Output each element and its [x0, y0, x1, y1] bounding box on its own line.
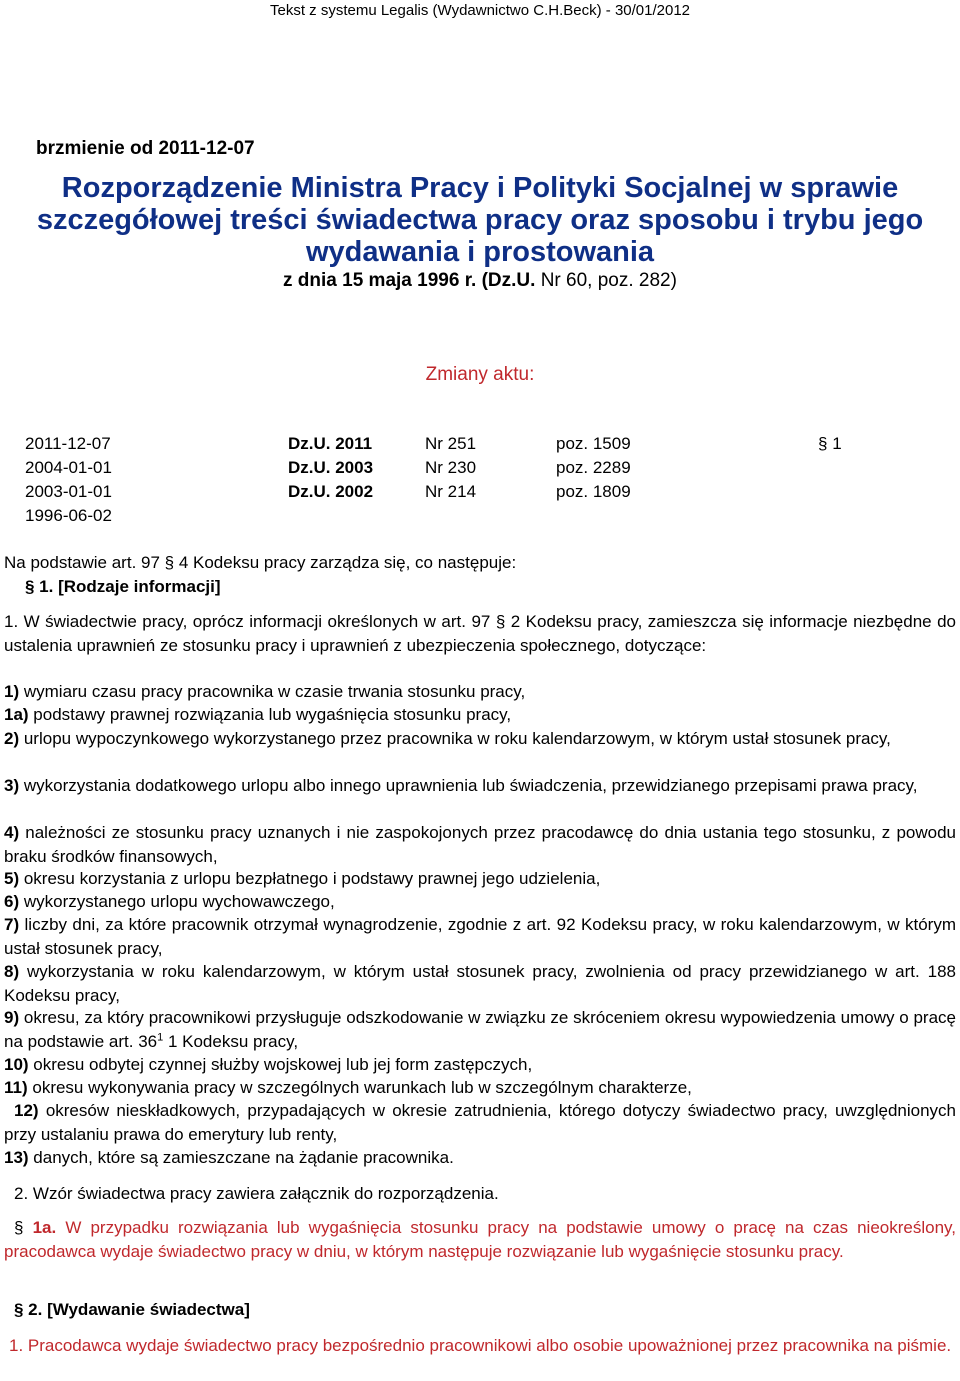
point-text: należności ze stosunku pracy uznanych i nie zaspokojonych przez pracodawcę do dnia ustania tego stosunku, z powodu braku środków finansowych,: [4, 823, 956, 866]
point-text: okresu wykonywania pracy w szczególnych warunkach lub w szczególnym charakterze,: [27, 1078, 692, 1097]
change-publication: Dz.U. 2003: [288, 458, 374, 477]
section-2-heading: § 2. [Wydawanie świadectwa]: [14, 1300, 250, 1319]
changes-heading: Zmiany aktu:: [425, 364, 535, 385]
section-2-item-1: 1. Pracodawca wydaje świadectwo pracy bezpośrednio pracownikowi albo osobie upoważnionej przez pracownika na piśmie.: [9, 1336, 952, 1355]
point-number: 8): [4, 962, 20, 981]
change-number: Nr 214: [425, 482, 477, 501]
point-number: 12): [14, 1101, 39, 1120]
subtitle-rest: Nr 60, poz. 282): [535, 270, 677, 291]
point-13: [4, 1146, 956, 1170]
point-12: [4, 1099, 956, 1146]
change-publication: Dz.U. 2002: [288, 482, 374, 501]
act-title-line-3: wydawania i prostowania: [305, 236, 655, 268]
point-tail: 1 Kodeksu pracy,: [163, 1031, 299, 1051]
point-6: [4, 890, 956, 914]
point-number: 4): [4, 823, 20, 842]
change-position: poz. 2289: [556, 458, 631, 477]
point-number: 1a): [4, 705, 29, 724]
paragraph-sign: §: [818, 434, 828, 453]
point-text: okresu, za który pracownikowi przysługuje odszkodowanie w związku ze skróceniem okresu wypowiedzenia umowy o pracę na podstawie art. 36: [4, 1008, 956, 1051]
point-text: okresu odbytej czynnej służby wojskowej lub jej form zastępczych,: [28, 1055, 533, 1074]
document-header: Tekst z systemu Legalis (Wydawnictwo C.H.Beck) - 30/01/2012: [269, 2, 691, 19]
point-10: [4, 1053, 956, 1077]
point-number: 11): [4, 1078, 28, 1097]
paragraph-sign: §: [14, 1218, 24, 1237]
change-paragraph: [818, 434, 842, 458]
subtitle-prefix: z dnia 15 maja 1996 r. (Dz.U.: [283, 270, 536, 291]
paragraph-number: 1: [827, 434, 842, 453]
point-text: okresów nieskładkowych, przypadających w okresie zatrudnienia, którego dotyczy świadectwo pracy, uwzględnionych przy ustalaniu prawa do emerytury lub renty,: [4, 1101, 956, 1144]
point-text: wykorzystania w roku kalendarzowym, w którym ustał stosunek pracy, zwolnienia od pracy przewidzianego w art. 188 Kodeksu pracy,: [4, 962, 956, 1005]
point-text: liczby dni, za które pracownik otrzymał wynagrodzenie, zgodnie z art. 92 Kodeksu pracy, w roku kalendarzowym, w którym ustał stosunek pracy,: [4, 915, 956, 958]
point-5: [4, 867, 956, 891]
point-number: 5): [4, 869, 20, 888]
point-4: [4, 821, 956, 868]
section-1a: [4, 1216, 956, 1263]
change-position: poz. 1509: [556, 434, 631, 453]
point-2: [4, 727, 956, 751]
superscript: 1: [157, 1030, 164, 1043]
section-1-item-2: 2. Wzór świadectwa pracy zawiera załącznik do rozporządzenia.: [14, 1184, 499, 1203]
legal-basis: Na podstawie art. 97 § 4 Kodeksu pracy zarządza się, co następuje:: [4, 553, 517, 572]
point-8: [4, 960, 956, 1007]
point-text: wymiaru czasu pracy pracownika w czasie trwania stosunku pracy,: [19, 682, 526, 701]
section-1-heading: § 1. [Rodzaje informacji]: [25, 577, 221, 596]
point-1a: [4, 703, 956, 727]
point-text: podstawy prawnej rozwiązania lub wygaśnięcia stosunku pracy,: [28, 705, 512, 724]
point-11: [4, 1076, 956, 1100]
change-date: 2011-12-07: [25, 434, 111, 453]
section-1a-label: 1a.: [23, 1218, 57, 1237]
change-position: poz. 1809: [556, 482, 631, 501]
point-text: wykorzystania dodatkowego urlopu albo innego uprawnienia lub świadczenia, przewidzianego przepisami prawa pracy,: [19, 776, 918, 795]
point-number: 6): [4, 892, 20, 911]
point-text: okresu korzystania z urlopu bezpłatnego i podstawy prawnej jego udzielenia,: [19, 869, 601, 888]
point-number: 1): [4, 682, 20, 701]
section-1a-text: W przypadku rozwiązania lub wygaśnięcia stosunku pracy na podstawie umowy o pracę na czas nieokreślony, pracodawca wydaje świadectwo pracy w dniu, w którym następuje rozwiązanie lub wygaśnięcie stosunku pracy.: [4, 1218, 957, 1261]
change-date: 1996-06-02: [25, 506, 112, 525]
change-date: 2003-01-01: [25, 482, 112, 501]
point-text: wykorzystanego urlopu wychowawczego,: [19, 892, 335, 911]
change-number: Nr 251: [425, 434, 477, 453]
point-number: 9): [4, 1008, 20, 1027]
point-number: 13): [4, 1148, 29, 1167]
change-number: Nr 230: [425, 458, 477, 477]
point-3: [4, 774, 956, 798]
act-title-line-2: szczegółowej treści świadectwa pracy oraz sposobu i trybu jego: [36, 204, 924, 236]
point-number: 3): [4, 776, 20, 795]
point-text: danych, które są zamieszczane na żądanie pracownika.: [28, 1148, 454, 1167]
point-number: 7): [4, 915, 20, 934]
point-9: [4, 1006, 956, 1053]
point-number: 10): [4, 1055, 29, 1074]
change-publication: Dz.U. 2011: [288, 434, 373, 453]
version-date: brzmienie od 2011-12-07: [36, 138, 255, 159]
point-1: [4, 680, 956, 704]
act-subtitle: [0, 270, 960, 292]
point-7: [4, 913, 956, 960]
point-text: urlopu wypoczynkowego wykorzystanego przez pracownika w roku kalendarzowym, w którym ustał stosunek pracy,: [19, 729, 891, 748]
change-date: 2004-01-01: [25, 458, 112, 477]
section-1-item-1: 1. W świadectwie pracy, oprócz informacji określonych w art. 97 § 2 Kodeksu pracy, zamieszcza się informacje niezbędne do ustalenia uprawnień ze stosunku pracy i uprawnień z ubezpieczenia społecznego, dotyczące:: [4, 612, 956, 655]
act-title-line-1: Rozporządzenie Ministra Pracy i Polityki Socjalnej w sprawie: [61, 172, 899, 204]
point-number: 2): [4, 729, 20, 748]
